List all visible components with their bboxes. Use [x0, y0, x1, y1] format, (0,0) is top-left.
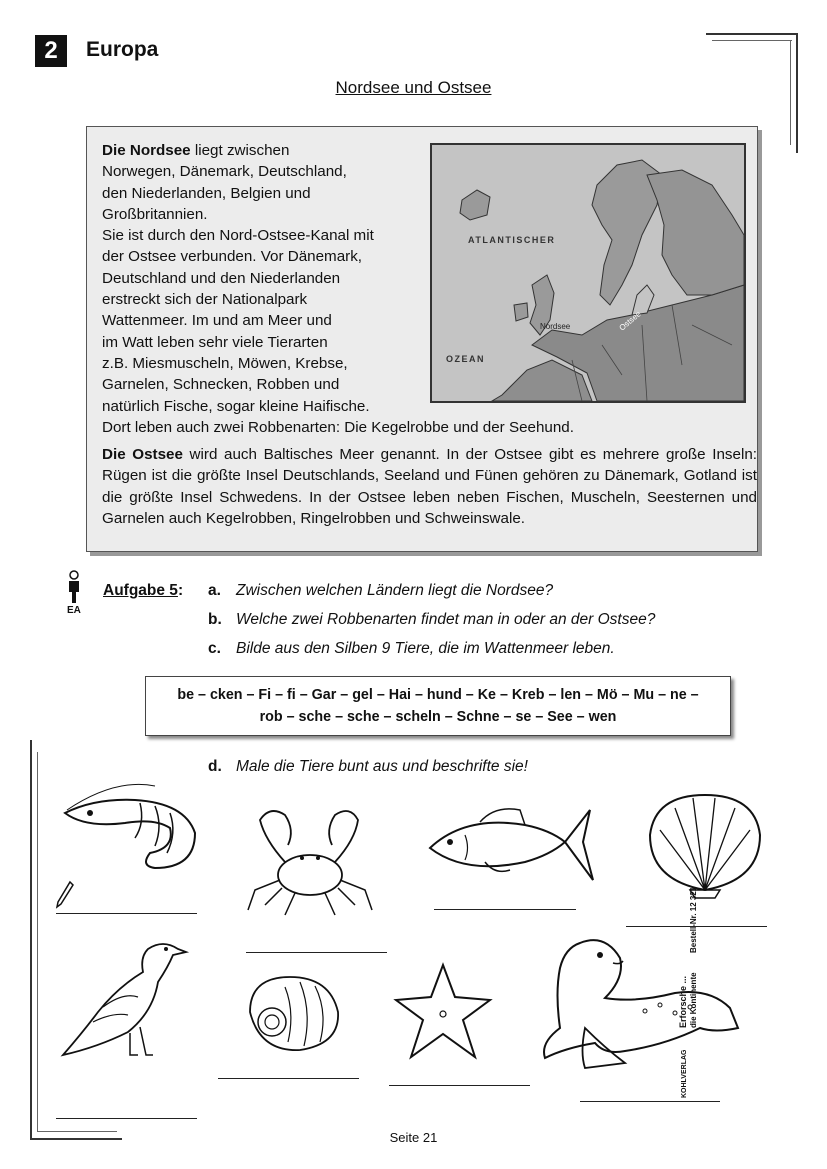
- pencil-icon: [55, 880, 75, 910]
- corner-frame: [790, 40, 791, 145]
- syllable-box: [145, 676, 731, 736]
- text-line: Deutschland und den Niederlanden: [102, 269, 341, 287]
- question-b: [208, 611, 655, 629]
- info-text: [102, 140, 757, 529]
- map-label-ostsee: Ostsee: [617, 309, 643, 333]
- question-letter: a.: [208, 582, 221, 599]
- chapter-title: Europa: [86, 38, 159, 61]
- question-text: Male die Tiere bunt aus und beschrifte sie!: [236, 758, 528, 775]
- question-d: [208, 758, 528, 776]
- ostsee-paragraph: [102, 444, 757, 529]
- fish-drawing: [425, 800, 595, 885]
- seashell-drawing: [645, 790, 765, 900]
- sidebar-line2: die Kontinente: [689, 972, 698, 1028]
- question-letter: b.: [208, 611, 222, 628]
- shrimp-drawing: [55, 778, 205, 878]
- syllables-line-2: rob – sche – sche – scheln – Schne – se – See – wen: [259, 709, 617, 725]
- task-label-colon: :: [177, 582, 184, 599]
- map-label-ocean: OZEAN: [446, 354, 485, 364]
- publisher-sidebar: [678, 838, 818, 1098]
- text-line: Garnelen, Schnecken, Robben und: [102, 376, 340, 394]
- map-label-nordsee: Nordsee: [540, 322, 571, 331]
- question-letter: c.: [208, 640, 221, 657]
- text-line: im Watt leben sehr viele Tierarten: [102, 333, 328, 351]
- text-line: Sie ist durch den Nord-Ostsee-Kanal mit: [102, 227, 374, 245]
- page-number: Seite 21: [389, 1130, 438, 1145]
- snail-shell-drawing: [240, 972, 342, 1054]
- starfish-drawing: [393, 962, 493, 1062]
- text-line: der Ostsee verbunden. Vor Dänemark,: [102, 248, 363, 266]
- answer-line: [56, 913, 197, 914]
- answer-line: [434, 909, 576, 910]
- text-line: natürlich Fische, sogar kleine Haifische.: [102, 397, 370, 415]
- text-line: liegt zwischen: [190, 142, 290, 159]
- answer-line: [246, 952, 387, 953]
- sidebar-order: Bestell-Nr. 12 321: [689, 886, 698, 953]
- corner-frame: [712, 40, 792, 41]
- question-text: Zwischen welchen Ländern liegt die Nordsee?: [236, 582, 554, 599]
- publisher-logo-text: KOHLVERLAG: [681, 1049, 688, 1098]
- sidebar-line1: Erforsche ...: [678, 975, 688, 1028]
- corner-frame: [796, 33, 798, 153]
- text-line: Dort leben auch zwei Robbenarten: Die Kegelrobbe und der Seehund.: [102, 418, 574, 436]
- question-text: Welche zwei Robbenarten findet man in oder an der Ostsee?: [236, 611, 656, 628]
- ostsee-heading: Die Ostsee: [102, 446, 183, 464]
- task-label: [103, 582, 183, 600]
- nordsee-heading: Die Nordsee: [102, 142, 191, 159]
- text-line: erstreckt sich der Nationalpark: [102, 291, 308, 309]
- question-c: [208, 640, 615, 658]
- chapter-number: 2: [35, 35, 67, 67]
- task-label-text: Aufgabe 5: [103, 582, 178, 599]
- page-subtitle: Nordsee und Ostsee: [335, 78, 492, 97]
- question-letter: d.: [208, 758, 222, 775]
- answer-line: [389, 1085, 530, 1086]
- syllables-line-1: be – cken – Fi – fi – Gar – gel – Hai – hund – Ke – Kreb – len – Mö – Mu – ne –: [177, 687, 699, 703]
- answer-line: [56, 1118, 197, 1119]
- person-icon: [66, 570, 82, 609]
- nordsee-paragraph: [102, 140, 417, 417]
- text-line: den Niederlanden, Belgien und: [102, 184, 311, 202]
- question-a: [208, 582, 553, 600]
- seagull-drawing: [58, 937, 188, 1057]
- corner-frame: [706, 33, 798, 35]
- corner-frame: [37, 752, 38, 1132]
- ostsee-text: wird auch Baltisches Meer genannt. In der Ostsee gibt es mehrere große Inseln: Rügen ist die größte Insel Deutschlands, Seeland und Fünen gehören zu Dänemark, Gotland ist die größte Insel Schwedens. In der Ostsee leben neben Fischen, Muscheln, Seesternen und Garnelen auch Kegelrobben, Ringelrobben und Schweinswale.: [102, 446, 757, 528]
- answer-line: [580, 1101, 720, 1102]
- map-label-atlantic: ATLANTISCHER: [468, 235, 556, 245]
- ea-label: EA: [67, 605, 81, 616]
- corner-frame: [30, 740, 32, 1140]
- question-text: Bilde aus den Silben 9 Tiere, die im Wattenmeer leben.: [236, 640, 615, 657]
- text-line: Großbritannien.: [102, 205, 208, 223]
- text-line: Wattenmeer. Im und am Meer und: [102, 312, 332, 330]
- crab-drawing: [240, 800, 380, 920]
- seal-drawing: [525, 933, 740, 1073]
- answer-line: [218, 1078, 359, 1079]
- text-line: z.B. Miesmuscheln, Möwen, Krebse,: [102, 354, 348, 372]
- text-line: Norwegen, Dänemark, Deutschland,: [102, 163, 347, 181]
